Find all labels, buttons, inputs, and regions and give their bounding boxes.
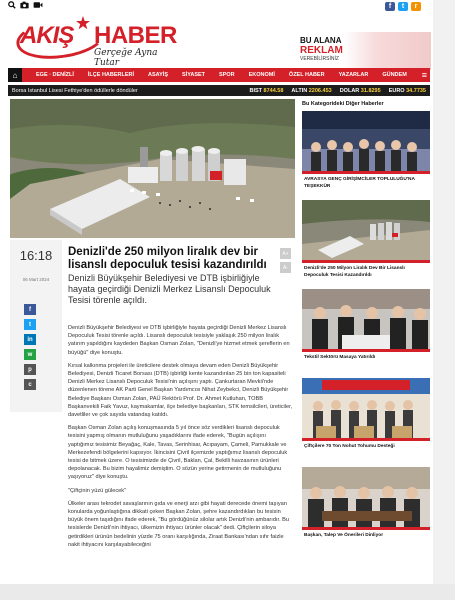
star-icon [76,16,90,30]
market-label: EURO [388,87,405,94]
share-buttons [24,304,38,390]
print-icon[interactable]: p [24,364,36,375]
market-value: 34.7735 [406,87,426,94]
sidebar-news-thumbnail[interactable] [302,289,430,352]
market-value: 31.8295 [360,87,381,94]
sidebar-news-thumbnail[interactable] [302,200,430,263]
social-links [385,2,421,11]
ad-line-2: REKLAM [300,45,343,56]
sidebar [302,99,430,556]
sidebar-news-caption[interactable]: Tekstil Sektörü Masaya Yatırıldı [304,355,376,360]
facebook-share-icon[interactable]: f [24,304,36,315]
article-time: 16:18 [19,248,53,263]
market-data [249,88,430,94]
article-paragraph: Kırsal kalkınma projeleri ile üreticilere destek olmaya devam eden Denizli Büyükşehir Belediyesi, Denizli Ticaret Borsası (DTB) işbirliği kente kazandırılan 25 bin ton kapasiteli Denizli Merkez Lisanslı Depoculuk Tesisi'nin açılışını yaptı. Çankurtaran Mevkii'nde düzenlenen törene AK Parti Genel Başkan Yardımcısı Nihat Zeybekci, Denizli Büyükşehir Belediye Başkanı Osman Zolan, PAÜ Rektörü Prof. Dr. Ahmet Kutluhan, TOBB Başkanvekili Faik Yavuz, kaymakamlar, ilçe belediye başkanları, STK temsilcileri, üreticiler, davetliler ve çok sayıda vatandaş katıldı. [68,362,293,419]
ad-line-1: BU ALANA [300,36,342,45]
market-item [340,88,381,94]
main-nav [8,68,430,82]
sidebar-news-thumbnail[interactable] [302,111,430,174]
logo-slogan: Gerçeğe Ayna Tutar [94,48,158,68]
news-ticker [8,85,430,96]
video-icon[interactable] [33,1,43,11]
vertical-scrollbar[interactable] [433,0,455,600]
article-paragraph: "Çiftçinin yüzü gülecek" [68,487,127,494]
twitter-icon[interactable]: t [398,2,408,11]
sidebar-news-caption[interactable]: Başkan, Talep Ve Önerileri Dinliyor [304,533,384,538]
nav-item[interactable]: ÖZEL HABER [288,72,325,78]
market-item [291,88,331,94]
nav-item[interactable]: GÜNDEM [382,72,407,78]
logo-brand-left: AKIŞ [20,22,74,49]
market-value: 8744.58 [263,87,284,94]
home-icon[interactable]: ⌂ [8,68,22,82]
market-label: ALTIN [291,87,308,94]
sidebar-news-card[interactable] [302,289,430,374]
site-logo[interactable] [16,18,181,68]
sidebar-news-caption[interactable]: Çiftçilere 70 Ton Nohut Tohumu Desteği [304,444,395,449]
whatsapp-share-icon[interactable]: w [24,349,36,360]
hamburger-menu-icon[interactable]: ≡ [421,70,427,80]
market-value: 2206.453 [308,87,332,94]
market-label: DOLAR [339,87,360,94]
nav-item[interactable]: ASAYİŞ [148,72,169,78]
font-increase-button[interactable]: A+ [280,248,291,259]
horizontal-scrollbar[interactable] [0,584,455,600]
article-body [68,324,293,554]
sidebar-news-card[interactable] [302,467,430,552]
article-paragraph: Ülkeler arası tekrodet savaşlarının gıda ve enerji arzı gibi hayati derecede önemi taşıyan konularda yoğunlaştığına dikkati çeken Başkan Zolan, şehre kazandırdıkları bu tesisin büyük önem taşıdığını ifade ederek, "Bu gördüğünüz silolar artık Denizli'nin ambarıdır. Bu tesislerde Denizli'nin ihtiyacı, ülkemizin ihtiyacı ürünler olacak" dedi. Çiftçilerin siloya getirdikleri ürünün bedelinin yüzde 75 oranı karşılığında, Ziraat Bankası'ndan sıfır faizle nakit ihtiyacını karşılayabileceğini [68,500,290,548]
nav-item[interactable]: SİYASET [182,72,206,78]
sidebar-news-thumbnail[interactable] [302,378,430,441]
article-paragraph: Başkan Osman Zolan açılış konuşmasında 5 yıl önce söz verdikleri lisanslı depoculuk tesisini yapmış olmanın mutluluğunu yaşadıklarını ifade ederek, "Bugün açılışını yaptığımız tesisimiz Beyağaç, Kale, Tavas, Serinhisar, Acıpayam, Çameli, Pamukkale ve Merkezefendi bölgelerini kapsıyor. İkincisini Çivril ilçemizde yaptığımız lisanslı depoculuk tesisi de bitmek üzere. O tesisimizde de Çivril, Baklan, Çal, Bekilli havzasının ürünleri depolanacak. Bu bizim hayalimiz demiştim. O sözün yerine getirmenin de mutluluğunu yaşıyoruz" diye konuştu. [68,425,288,481]
nav-item[interactable]: İLÇE HABERLERİ [87,72,135,78]
site-header [0,12,433,68]
nav-item[interactable]: SPOR [219,72,235,78]
nav-item[interactable]: YAZARLAR [338,72,369,78]
article-date: 06 Mart 2024 [22,277,50,282]
ad-line-3: VEREBİLİRSİNİZ [300,56,339,62]
sidebar-news-caption[interactable]: AVRASYA GENÇ GİRİŞİMCİLER TOPLULUĞU'NA TEŞEKKÜR [304,177,415,189]
search-icon[interactable] [8,1,16,11]
linkedin-share-icon[interactable]: in [24,334,36,345]
sidebar-news-card[interactable] [302,200,430,285]
logo-brand-right: HABER [94,22,177,49]
sidebar-news-card[interactable] [302,111,430,196]
article-main-image [10,99,295,238]
article-subtitle: Denizli Büyükşehir Belediyesi ve DTB işbirliğiyle hayata geçirdiği Denizli Merkez Lisanslı Depoculuk Tesisi törenle açıldı. [68,273,271,305]
comment-icon[interactable]: c [24,379,36,390]
nav-item[interactable]: EKONOMİ [248,72,275,78]
twitter-share-icon[interactable]: t [24,319,36,330]
sidebar-title: Bu Kategorideki Diğer Haberler [302,101,384,107]
top-bar [0,0,433,12]
facebook-icon[interactable]: f [385,2,395,11]
font-decrease-button[interactable]: A- [280,262,291,273]
ad-banner[interactable] [296,32,431,70]
article-paragraph: Denizli Büyükşehir Belediyesi ve DTB işbirliğiyle hayata geçirdiği Denizli Merkez Lisanslı Depoculuk Tesisi törenle açıldı. Lisanslı depoculuk tesisiyle yaklaşık 250 milyon liralık yatırım yapıldığını kaydeden Başkan Osman Zolan, "Denizli'ye hizmet etmek şereflerin en büyüğü" diye konuştu. [68,325,290,356]
market-item [249,88,283,94]
sidebar-news-card[interactable] [302,378,430,463]
market-item [389,88,426,94]
article-title: Denizli'de 250 milyon liralık dev bir lisanslı depoculuk tesisi kazandırıldı [68,246,267,271]
ticker-headline[interactable]: Borsa İstanbul Lisesi Fethiye'den ödüllerle döndüler [12,87,138,94]
market-label: BIST [249,87,262,94]
rss-icon[interactable]: r [411,2,421,11]
sidebar-news-caption[interactable]: Denizli'de 250 Milyon Liralık Dev Bir Lisanslı Depoculuk Tesisi Kazandırıldı [304,266,405,278]
sidebar-news-thumbnail[interactable] [302,467,430,530]
nav-item[interactable]: EGE · DENİZLİ [36,72,74,78]
camera-icon[interactable] [20,1,29,11]
